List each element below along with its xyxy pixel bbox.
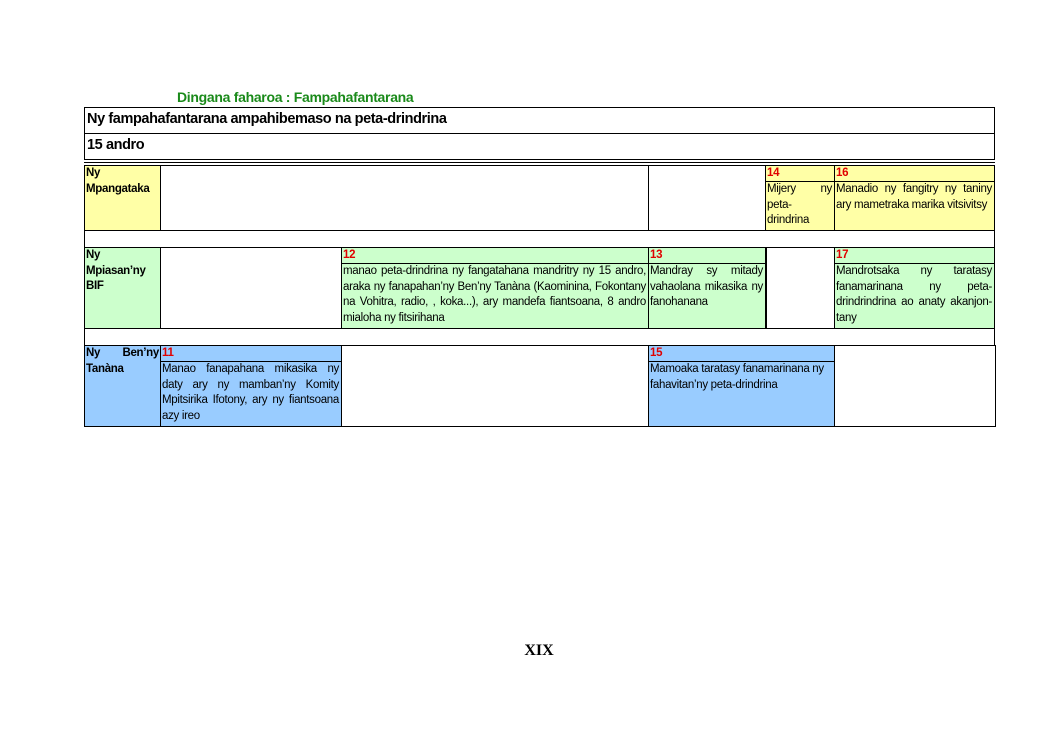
step-number: 17 [836,249,849,261]
step-number: 13 [650,249,663,261]
step-number: 15 [650,347,663,359]
step-17-cell [834,247,995,329]
step-12-cell [341,247,649,329]
row-label-bif: Ny Mpiasan’ny BIF [84,247,161,329]
step-11-cell [160,345,342,427]
step-number: 14 [767,167,780,179]
step-text: manao peta-drindrina ny fangatahana mandritry ny 15 andro, araka ny fanapahan’ny Ben’ny Tanàna (Kaominina, Fokontany na Vohitra, radio, , koka...), ary mandefa fiantsoana, 8 andro mialoha ny fitsirihana [342,263,648,326]
step-number: 11 [162,347,174,359]
empty-cell [160,165,649,231]
row-label-mpangataka: Ny Mpangataka [84,165,161,231]
row-label-bentanana [84,345,161,427]
step-text: Mijery ny peta-drindrina [766,181,834,229]
table-title: Ny fampahafantarana ampahibemaso na peta-drindrina [84,107,995,134]
section-title: Dingana faharoa : Fampahafantarana [177,89,414,105]
step-text: Mandray sy mitady vahaolana mikasika ny fanohanana [649,263,765,311]
table-duration: 15 andro [84,133,995,160]
empty-cell [160,247,342,329]
step-14-cell [765,165,835,231]
step-13-cell [648,247,766,329]
row-label-text: Ny Ben’ny Tanàna [86,347,159,375]
spacer-row [84,328,995,346]
empty-cell [834,345,996,427]
empty-cell [765,247,835,329]
step-text: Manadio ny fangitry ny taniny ary mametraka marika vitsivitsy [835,181,994,213]
step-16-cell [834,165,995,231]
empty-cell [648,165,766,231]
step-text: Manao fanapahana mikasika ny daty ary ny mamban’ny Komity Mpitsirika Ifotony, ary ny fiantsoana azy ireo [161,361,341,424]
page-number: XIX [524,642,554,659]
spacer-row [84,230,995,248]
step-number: 16 [836,167,849,179]
step-text: Mandrotsaka ny taratasy fanamarinana ny peta-drindrindrina ao anaty akanjon-tany [835,263,994,326]
step-text: Mamoaka taratasy fanamarinana ny fahavitan’ny peta-drindrina [649,361,834,393]
step-15-cell [648,345,835,427]
empty-cell [341,345,649,427]
step-number: 12 [343,249,356,261]
